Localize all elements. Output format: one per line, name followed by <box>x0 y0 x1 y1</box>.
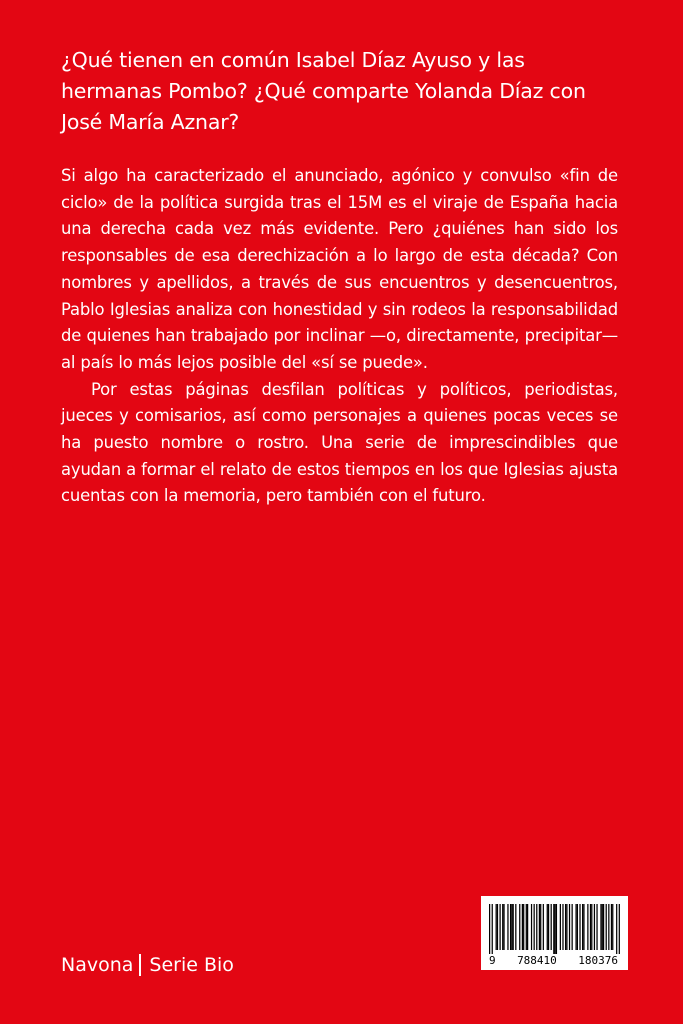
isbn-group-2: 180376 <box>578 954 618 967</box>
series-name: Serie Bio <box>149 954 234 976</box>
barcode-bar <box>608 904 609 950</box>
barcode-bar <box>556 904 557 954</box>
barcode-bar <box>543 904 544 950</box>
barcode-bar <box>611 904 612 950</box>
barcode-bar <box>515 904 516 950</box>
barcode-bar <box>510 904 511 950</box>
barcode-bar <box>587 904 588 950</box>
barcode-bar <box>569 904 570 950</box>
barcode-bar <box>594 904 595 950</box>
isbn-group-1: 788410 <box>517 954 557 967</box>
barcode-bar <box>499 904 500 950</box>
barcode-bar <box>560 904 561 950</box>
barcode-bar <box>526 904 527 950</box>
barcode-bar <box>511 904 512 950</box>
barcode-bar <box>553 904 554 954</box>
barcode-bar <box>606 904 607 950</box>
isbn-barcode <box>481 896 628 970</box>
imprint-divider <box>139 954 141 976</box>
barcode-bar <box>492 904 493 954</box>
barcode-bar <box>555 904 556 954</box>
barcode-bar <box>548 904 549 950</box>
barcode-bar <box>502 904 503 950</box>
barcode-bar <box>531 904 532 950</box>
barcode-bar <box>489 904 490 954</box>
barcode-bar <box>566 904 567 950</box>
synopsis <box>61 163 618 510</box>
barcode-bar <box>536 904 537 950</box>
barcode-bar <box>539 904 540 950</box>
barcode-bar <box>527 904 528 950</box>
isbn-number <box>489 955 620 967</box>
barcode-bar <box>497 904 498 950</box>
barcode-bar <box>522 904 523 950</box>
barcode-bar <box>562 904 563 950</box>
synopsis-paragraph-1: Si algo ha caracterizado el anunciado, agónico y convulso «fin de ciclo» de la política surgida tras el 15M es el viraje de España hacia una derecha cada vez más evidente. Pero ¿quiénes han sido los responsables de esa derechización a lo largo de esta década? Con nombres y apellidos, a través de sus encuentros y desencuentros, Pablo Iglesias analiza con honestidad y sin rodeos la responsabilidad de quienes han trabajado por inclinar —o, directamente, precipitar— al país lo más lejos posible del «sí se puede». <box>61 166 618 372</box>
barcode-bar <box>547 904 548 950</box>
barcode-bar <box>591 904 592 950</box>
barcode-bar <box>513 904 514 950</box>
barcode-bar <box>582 904 583 950</box>
barcode-bar <box>600 904 601 950</box>
barcode-bar <box>519 904 520 950</box>
isbn-prefix: 9 <box>489 954 496 967</box>
barcode-bar <box>602 904 603 950</box>
barcode-bar <box>523 904 524 950</box>
barcode-bar <box>583 904 584 950</box>
barcode-bar <box>575 904 576 950</box>
barcode-bar <box>603 904 604 950</box>
publisher-name: Navona <box>61 954 134 976</box>
barcode-bar <box>551 904 552 950</box>
synopsis-paragraph-2: Por estas páginas desfilan políticas y políticos, periodistas, jueces y comisarios, así como personajes a quienes pocas veces se ha puesto nombre o rostro. Una serie de imprescindibles que ayudan a formar el relato de estos tiempos en los que Iglesias ajusta cuentas con la memoria, pero también con el futuro. <box>61 379 618 506</box>
barcode-bars <box>489 904 620 954</box>
back-cover-headline: ¿Qué tienen en común Isabel Díaz Ayuso y las hermanas Pombo? ¿Qué comparte Yolanda Díaz con José María Aznar? <box>61 48 586 134</box>
barcode-bar <box>577 904 578 950</box>
barcode-bar <box>619 904 620 954</box>
barcode-bar <box>572 904 573 950</box>
barcode-bar <box>565 904 566 950</box>
barcode-bar <box>534 904 535 950</box>
barcode-bar <box>616 904 617 954</box>
barcode-bar <box>590 904 591 950</box>
barcode-bar <box>596 904 597 950</box>
publisher-imprint <box>61 953 234 977</box>
barcode-bar <box>496 904 497 950</box>
barcode-bar <box>507 904 508 950</box>
barcode-bar <box>503 904 504 950</box>
barcode-bar <box>579 904 580 950</box>
barcode-bar <box>612 904 613 950</box>
barcode-bar <box>540 904 541 950</box>
